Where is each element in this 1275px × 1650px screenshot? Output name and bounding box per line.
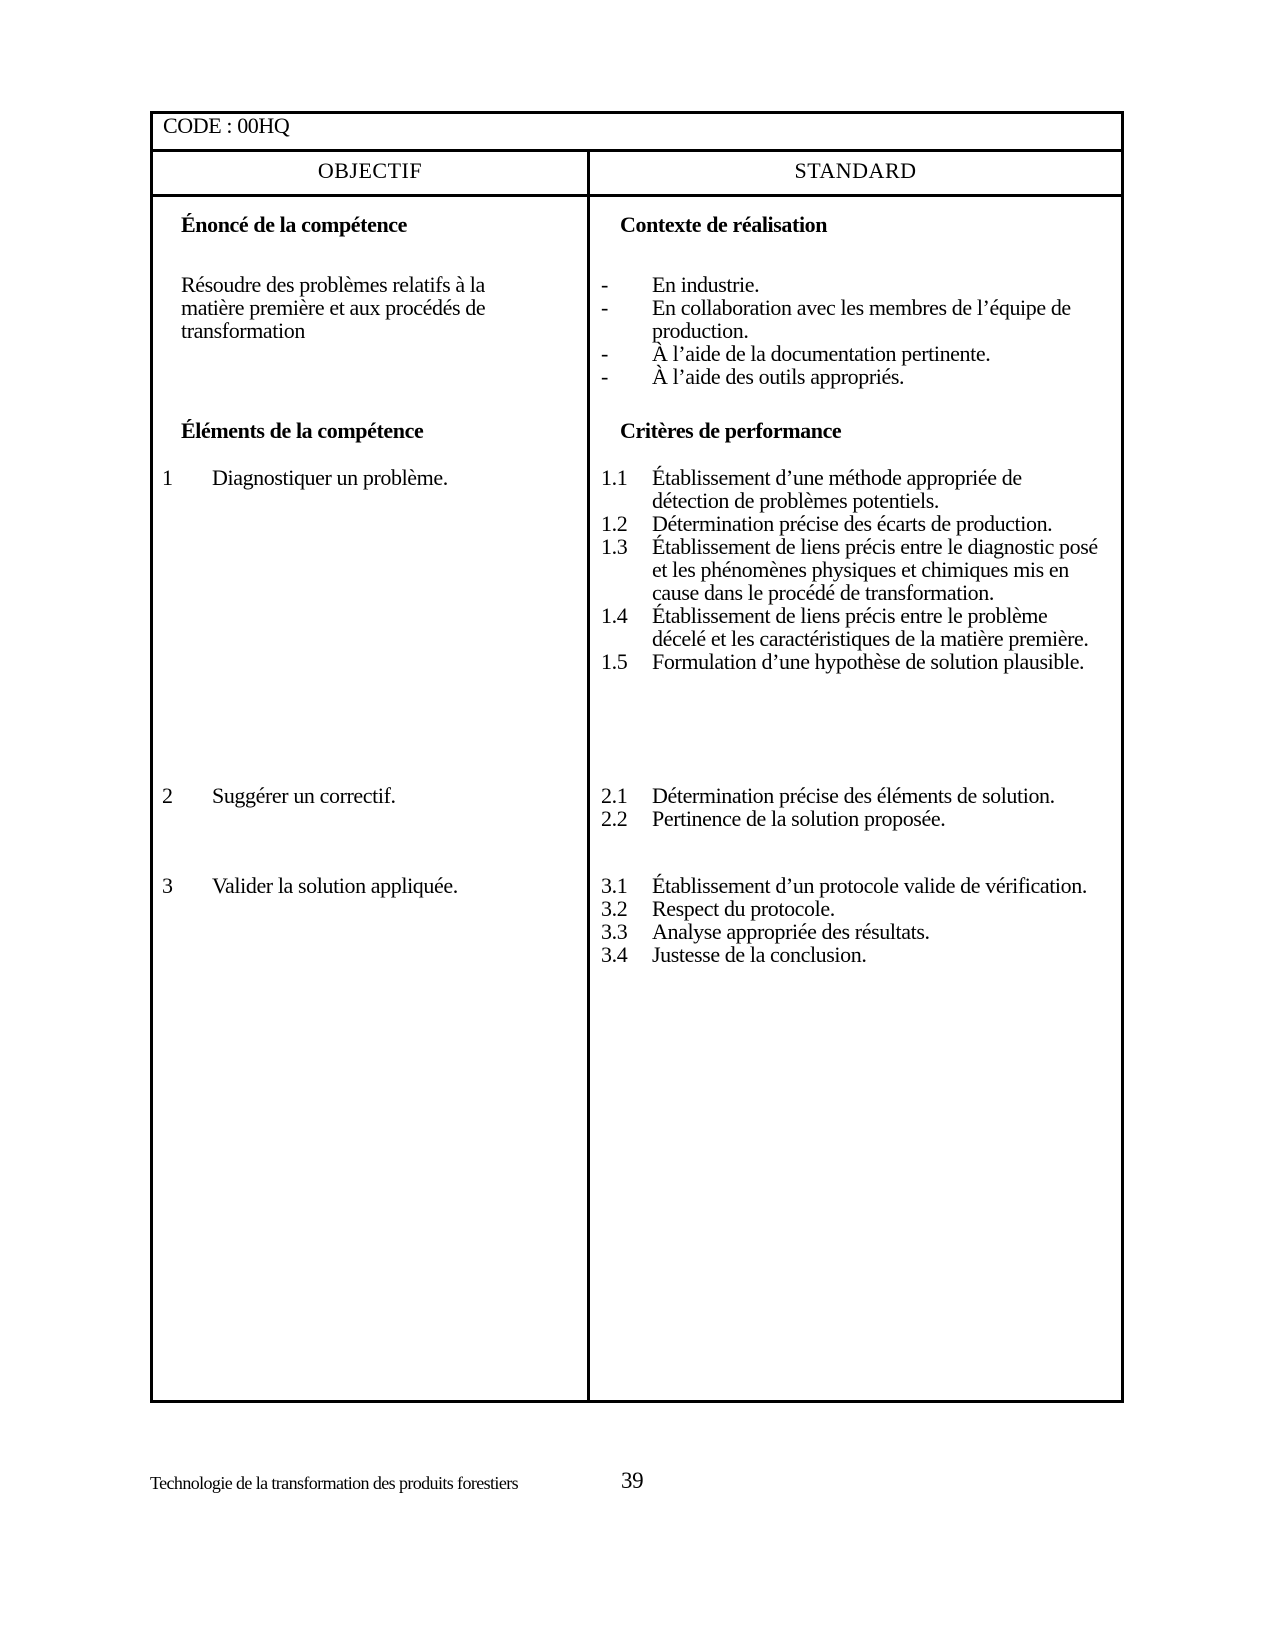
element-text: Valider la solution appliquée. — [212, 873, 458, 898]
divider — [153, 149, 1121, 152]
item-number: - — [601, 295, 608, 320]
item-number: 2.1 — [601, 783, 628, 808]
item-number: 3.1 — [601, 873, 628, 898]
item-text: Justesse de la conclusion. — [652, 942, 867, 967]
criteres-group-3 — [601, 874, 1101, 966]
list-item — [601, 466, 1101, 512]
item-number: 1.1 — [601, 465, 628, 490]
list-item — [601, 512, 1101, 535]
item-text: Analyse appropriée des résultats. — [652, 919, 930, 944]
item-text: Pertinence de la solution proposée. — [652, 806, 946, 831]
item-number: - — [601, 272, 608, 297]
item-number: 2.2 — [601, 806, 628, 831]
item-text: Respect du protocole. — [652, 896, 835, 921]
list-item — [601, 342, 1101, 365]
element-number: 2 — [162, 783, 173, 808]
contexte-heading: Contexte de réalisation — [620, 212, 828, 237]
item-text: En industrie. — [652, 272, 760, 297]
enonce-text: Résoudre des problèmes relatifs à la matière première et aux procédés de transformation — [181, 272, 486, 343]
item-number: 1.2 — [601, 511, 628, 536]
contexte-list — [601, 273, 1101, 388]
list-item — [601, 874, 1101, 897]
item-number: 3.4 — [601, 942, 628, 967]
item-number: - — [601, 364, 608, 389]
page-number: 39 — [621, 1468, 644, 1493]
footer-title: Technologie de la transformation des produits forestiers — [150, 1473, 519, 1493]
column-divider — [587, 149, 590, 1400]
list-item — [601, 273, 1101, 296]
item-text: En collaboration avec les membres de l’équipe de production. — [652, 295, 1071, 343]
criteres-group-1 — [601, 466, 1101, 673]
item-number: 1.5 — [601, 649, 628, 674]
list-item — [601, 604, 1101, 650]
code-label: CODE : 00HQ — [163, 113, 290, 138]
item-text: Détermination précise des écarts de production. — [652, 511, 1053, 536]
item-text: Établissement d’un protocole valide de vérification. — [652, 873, 1087, 898]
item-number: 3.3 — [601, 919, 628, 944]
element-text: Suggérer un correctif. — [212, 783, 396, 808]
list-item — [601, 920, 1101, 943]
item-text: Établissement de liens précis entre le diagnostic posé et les phénomènes physiques et chimiques mis en cause dans le procédé de transformation. — [652, 534, 1098, 605]
item-number: 3.2 — [601, 896, 628, 921]
item-text: Détermination précise des éléments de solution. — [652, 783, 1055, 808]
item-text: À l’aide de la documentation pertinente. — [652, 341, 991, 366]
element-number: 3 — [162, 873, 173, 898]
criteres-group-2 — [601, 784, 1101, 830]
element-text: Diagnostiquer un problème. — [212, 465, 448, 490]
item-text: À l’aide des outils appropriés. — [652, 364, 905, 389]
element-number: 1 — [162, 465, 173, 490]
divider — [153, 194, 1121, 197]
item-number: 1.4 — [601, 603, 628, 628]
enonce-heading: Énoncé de la compétence — [181, 212, 408, 237]
list-item — [601, 296, 1101, 342]
list-item — [601, 943, 1101, 966]
criteres-heading: Critères de performance — [620, 418, 842, 443]
item-text: Établissement d’une méthode appropriée de détection de problèmes potentiels. — [652, 465, 1022, 513]
objectif-header: OBJECTIF — [317, 158, 423, 183]
list-item — [601, 535, 1101, 604]
list-item — [601, 365, 1101, 388]
list-item — [601, 650, 1101, 673]
list-item — [601, 784, 1101, 807]
item-number: - — [601, 341, 608, 366]
item-number: 1.3 — [601, 534, 628, 559]
item-text: Établissement de liens précis entre le problème décelé et les caractéristiques de la matière première. — [652, 603, 1089, 651]
list-item — [601, 897, 1101, 920]
elements-heading: Éléments de la compétence — [181, 418, 424, 443]
standard-header: STANDARD — [794, 158, 917, 183]
list-item — [601, 807, 1101, 830]
item-text: Formulation d’une hypothèse de solution plausible. — [652, 649, 1085, 674]
